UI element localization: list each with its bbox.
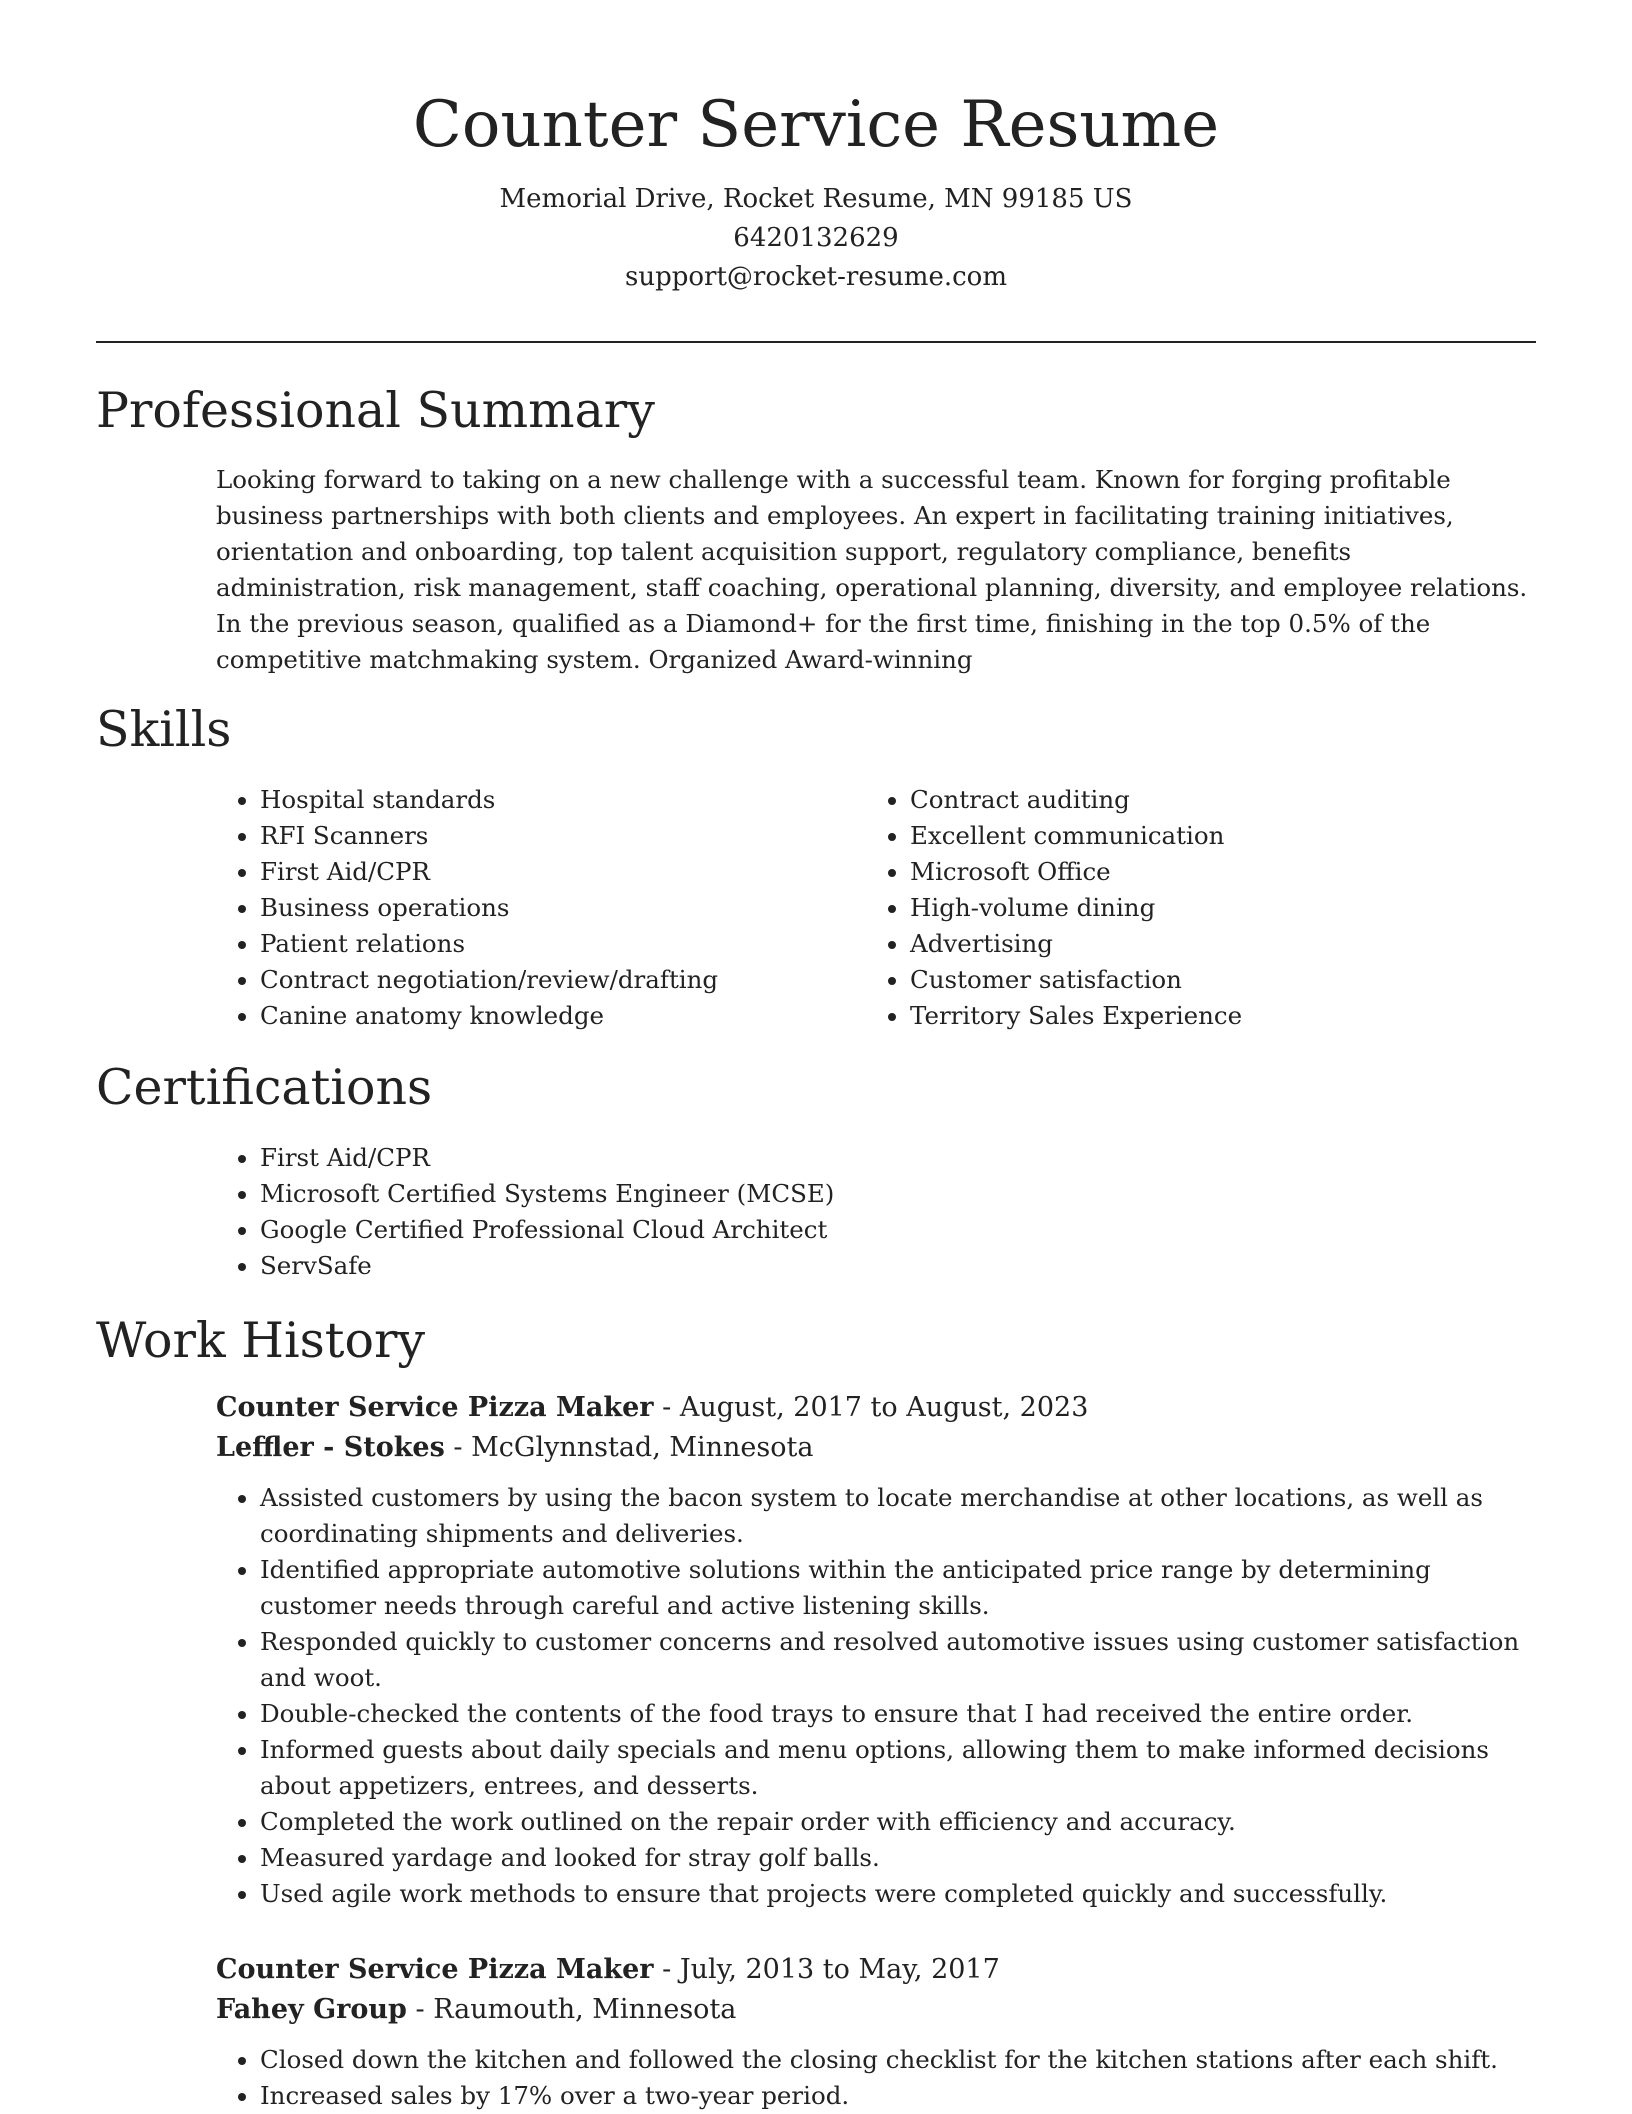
skill-item: • Business operations xyxy=(260,890,836,926)
skill-item: • Customer satisfaction xyxy=(910,962,1516,998)
job-dates: July, 2013 to May, 2017 xyxy=(679,1954,1000,1985)
job-entry xyxy=(216,1388,1536,1912)
job-employer: Leffler - Stokes xyxy=(216,1432,445,1463)
certification-item: • Google Certified Professional Cloud Architect xyxy=(260,1212,1516,1248)
job-separator: - xyxy=(453,1432,472,1463)
job-duty-item: • Double-checked the contents of the food trays to ensure that I had received the entire order. xyxy=(260,1696,1536,1732)
certifications-section xyxy=(216,1140,1516,1284)
certification-item: • Microsoft Certified Systems Engineer (MCSE) xyxy=(260,1176,1516,1212)
job-separator: - xyxy=(662,1954,680,1985)
job-duty-item: • Closed down the kitchen and followed the closing checklist for the kitchen stations after each shift. xyxy=(260,2042,1536,2078)
job-separator: - xyxy=(662,1392,680,1423)
job-location: McGlynnstad, Minnesota xyxy=(471,1432,814,1463)
job-separator: - xyxy=(415,1994,434,2025)
skill-item: • Excellent communication xyxy=(910,818,1516,854)
job-duty-item: • Increased sales by 17% over a two-year period. xyxy=(260,2078,1536,2114)
job-dates: August, 2017 to August, 2023 xyxy=(679,1392,1089,1423)
skill-item: • Hospital standards xyxy=(260,782,836,818)
skills-list-2 xyxy=(866,782,1516,1034)
skill-item: • Advertising xyxy=(910,926,1516,962)
resume-title: Counter Service Resume xyxy=(412,88,1220,162)
job-duties-list xyxy=(216,2042,1536,2114)
job-title: Counter Service Pizza Maker xyxy=(216,1392,654,1423)
job-employer-line xyxy=(216,1990,1536,2030)
job-employer-line xyxy=(216,1428,1536,1468)
skills-list-1 xyxy=(216,782,836,1034)
job-duty-item: • Measured yardage and looked for stray golf balls. xyxy=(260,1840,1536,1876)
certification-item: • First Aid/CPR xyxy=(260,1140,1516,1176)
skill-item: • High-volume dining xyxy=(910,890,1516,926)
skills-column-2 xyxy=(866,782,1516,1034)
skill-item: • Territory Sales Experience xyxy=(910,998,1516,1034)
skill-item: • First Aid/CPR xyxy=(260,854,836,890)
job-employer: Fahey Group xyxy=(216,1994,407,2025)
contact-phone: 6420132629 xyxy=(733,223,899,253)
certification-item: • ServSafe xyxy=(260,1248,1516,1284)
job-entry xyxy=(216,1950,1536,2114)
skills-heading: Skills xyxy=(96,701,232,758)
job-duty-item: • Responded quickly to customer concerns and resolved automotive issues using customer satisfaction and woot. xyxy=(260,1624,1536,1696)
summary-heading: Professional Summary xyxy=(96,382,655,439)
job-duty-item: • Completed the work outlined on the repair order with efficiency and accuracy. xyxy=(260,1804,1536,1840)
job-title-line xyxy=(216,1950,1536,1990)
summary-text: Looking forward to taking on a new challenge with a successful team. Known for forging profitable business partnerships with both clients and employees. An expert in facilitating training initiatives, orientation and onboarding, top talent acquisition support, regulatory compliance, benefits administration, risk management, staff coaching, operational planning, diversity, and employee relations. In the previous season, qualified as a Diamond+ for the first time, finishing in the top 0.5% of the competitive matchmaking system. Organized Award-winning xyxy=(216,465,1528,674)
contact-block xyxy=(0,180,1632,297)
skills-column-1 xyxy=(216,782,836,1034)
skill-item: • Contract auditing xyxy=(910,782,1516,818)
job-title-line xyxy=(216,1388,1536,1428)
job-duty-item: • Informed guests about daily specials and menu options, allowing them to make informed decisions about appetizers, entrees, and desserts. xyxy=(260,1732,1536,1804)
job-duty-item: • Assisted customers by using the bacon system to locate merchandise at other locations, as well as coordinating shipments and deliveries. xyxy=(260,1480,1536,1552)
skill-item: • Contract negotiation/review/drafting xyxy=(260,962,836,998)
contact-address: Memorial Drive, Rocket Resume, MN 99185 US xyxy=(499,184,1133,214)
contact-email: support@rocket-resume.com xyxy=(624,262,1007,292)
resume-header xyxy=(0,80,1632,297)
job-duties-list xyxy=(216,1480,1536,1912)
skill-item: • Canine anatomy knowledge xyxy=(260,998,836,1034)
work-history-heading: Work History xyxy=(96,1312,426,1369)
job-title: Counter Service Pizza Maker xyxy=(216,1954,654,1985)
job-duty-item: • Identified appropriate automotive solutions within the anticipated price range by determining customer needs through careful and active listening skills. xyxy=(260,1552,1536,1624)
job-location: Raumouth, Minnesota xyxy=(433,1994,737,2025)
certifications-heading: Certifications xyxy=(96,1059,433,1116)
skill-item: • RFI Scanners xyxy=(260,818,836,854)
job-duty-item: • Used agile work methods to ensure that projects were completed quickly and successfully. xyxy=(260,1876,1536,1912)
skill-item: • Patient relations xyxy=(260,926,836,962)
header-divider xyxy=(96,341,1536,343)
skill-item: • Microsoft Office xyxy=(910,854,1516,890)
certifications-list xyxy=(216,1140,1516,1284)
